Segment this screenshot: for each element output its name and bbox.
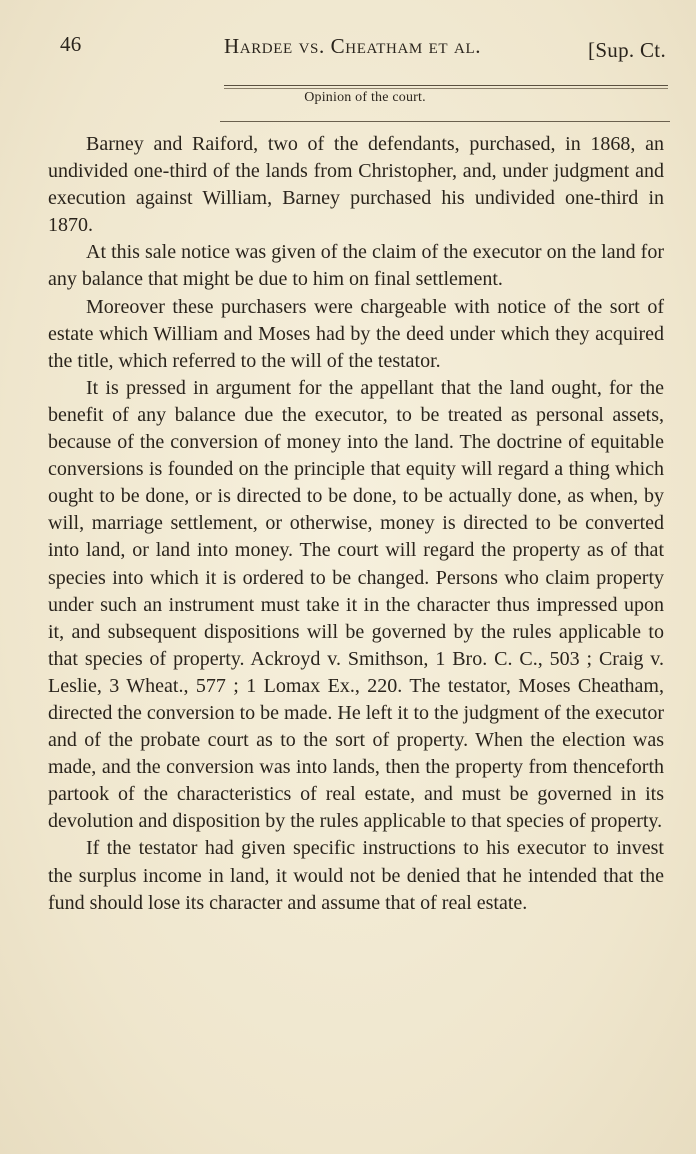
paragraph: Barney and Raiford, two of the defendants, purchased, in 1868, an undivided one-third of the lands from Christopher, and, under judgment and execution against William, Barney purchased his undivided one-third in 1870. <box>48 133 664 237</box>
paragraph: Moreover these purchasers were chargeable with notice of the sort of estate which William and Moses had by the deed under which they acquired the title, which referred to the will of the testator. <box>48 295 664 372</box>
caption-rule <box>220 121 670 122</box>
running-head <box>60 32 666 66</box>
opinion-text <box>48 131 664 917</box>
court-label: [Sup. Ct. <box>588 38 666 62</box>
header-rule-secondary <box>224 88 668 89</box>
case-title: Hardee vs. Cheatham et al. <box>224 34 482 58</box>
paragraph: At this sale notice was given of the claim of the executor on the land for any balance that might be due to him on final settlement. <box>48 241 664 291</box>
page-number: 46 <box>60 32 82 56</box>
section-caption: Opinion of the court. <box>304 90 426 105</box>
paragraph: If the testator had given specific instructions to his executor to invest the surplus income in land, it would not be denied that he intended that the fund should lose its character and assume that of real estate. <box>48 837 664 914</box>
paragraph: It is pressed in argument for the appellant that the land ought, for the benefit of any balance due the executor, to be treated as personal assets, because of the conversion of money into the land. The doctrine of equitable conversions is founded on the principle that equity will regard a thing which ought to be done, or is directed to be done, to be actually done, as when, by will, marriage settlement, or otherwise, money is directed to be converted into land, or land into money. The court will regard the property as of that species into which it is ordered to be changed. Persons who claim property under such an instrument must take it in the character thus impressed upon it, and subsequent dispositions will be governed by the rules applicable to that species of property. Ackroyd v. Smithson, 1 Bro. C. C., 503 ; Craig v. Leslie, 3 Wheat., 577 ; 1 Lomax Ex., 220. The testator, Moses Cheatham, directed the conversion to be made. He left it to the judgment of the executor and of the probate court as to the sort of property. When the election was made, and the conversion was into lands, then the property from thenceforth partook of the characteristics of real estate, and must be governed in its devolution and disposition by the rules applicable to that species of property. <box>48 376 664 833</box>
header-rule <box>224 85 668 86</box>
